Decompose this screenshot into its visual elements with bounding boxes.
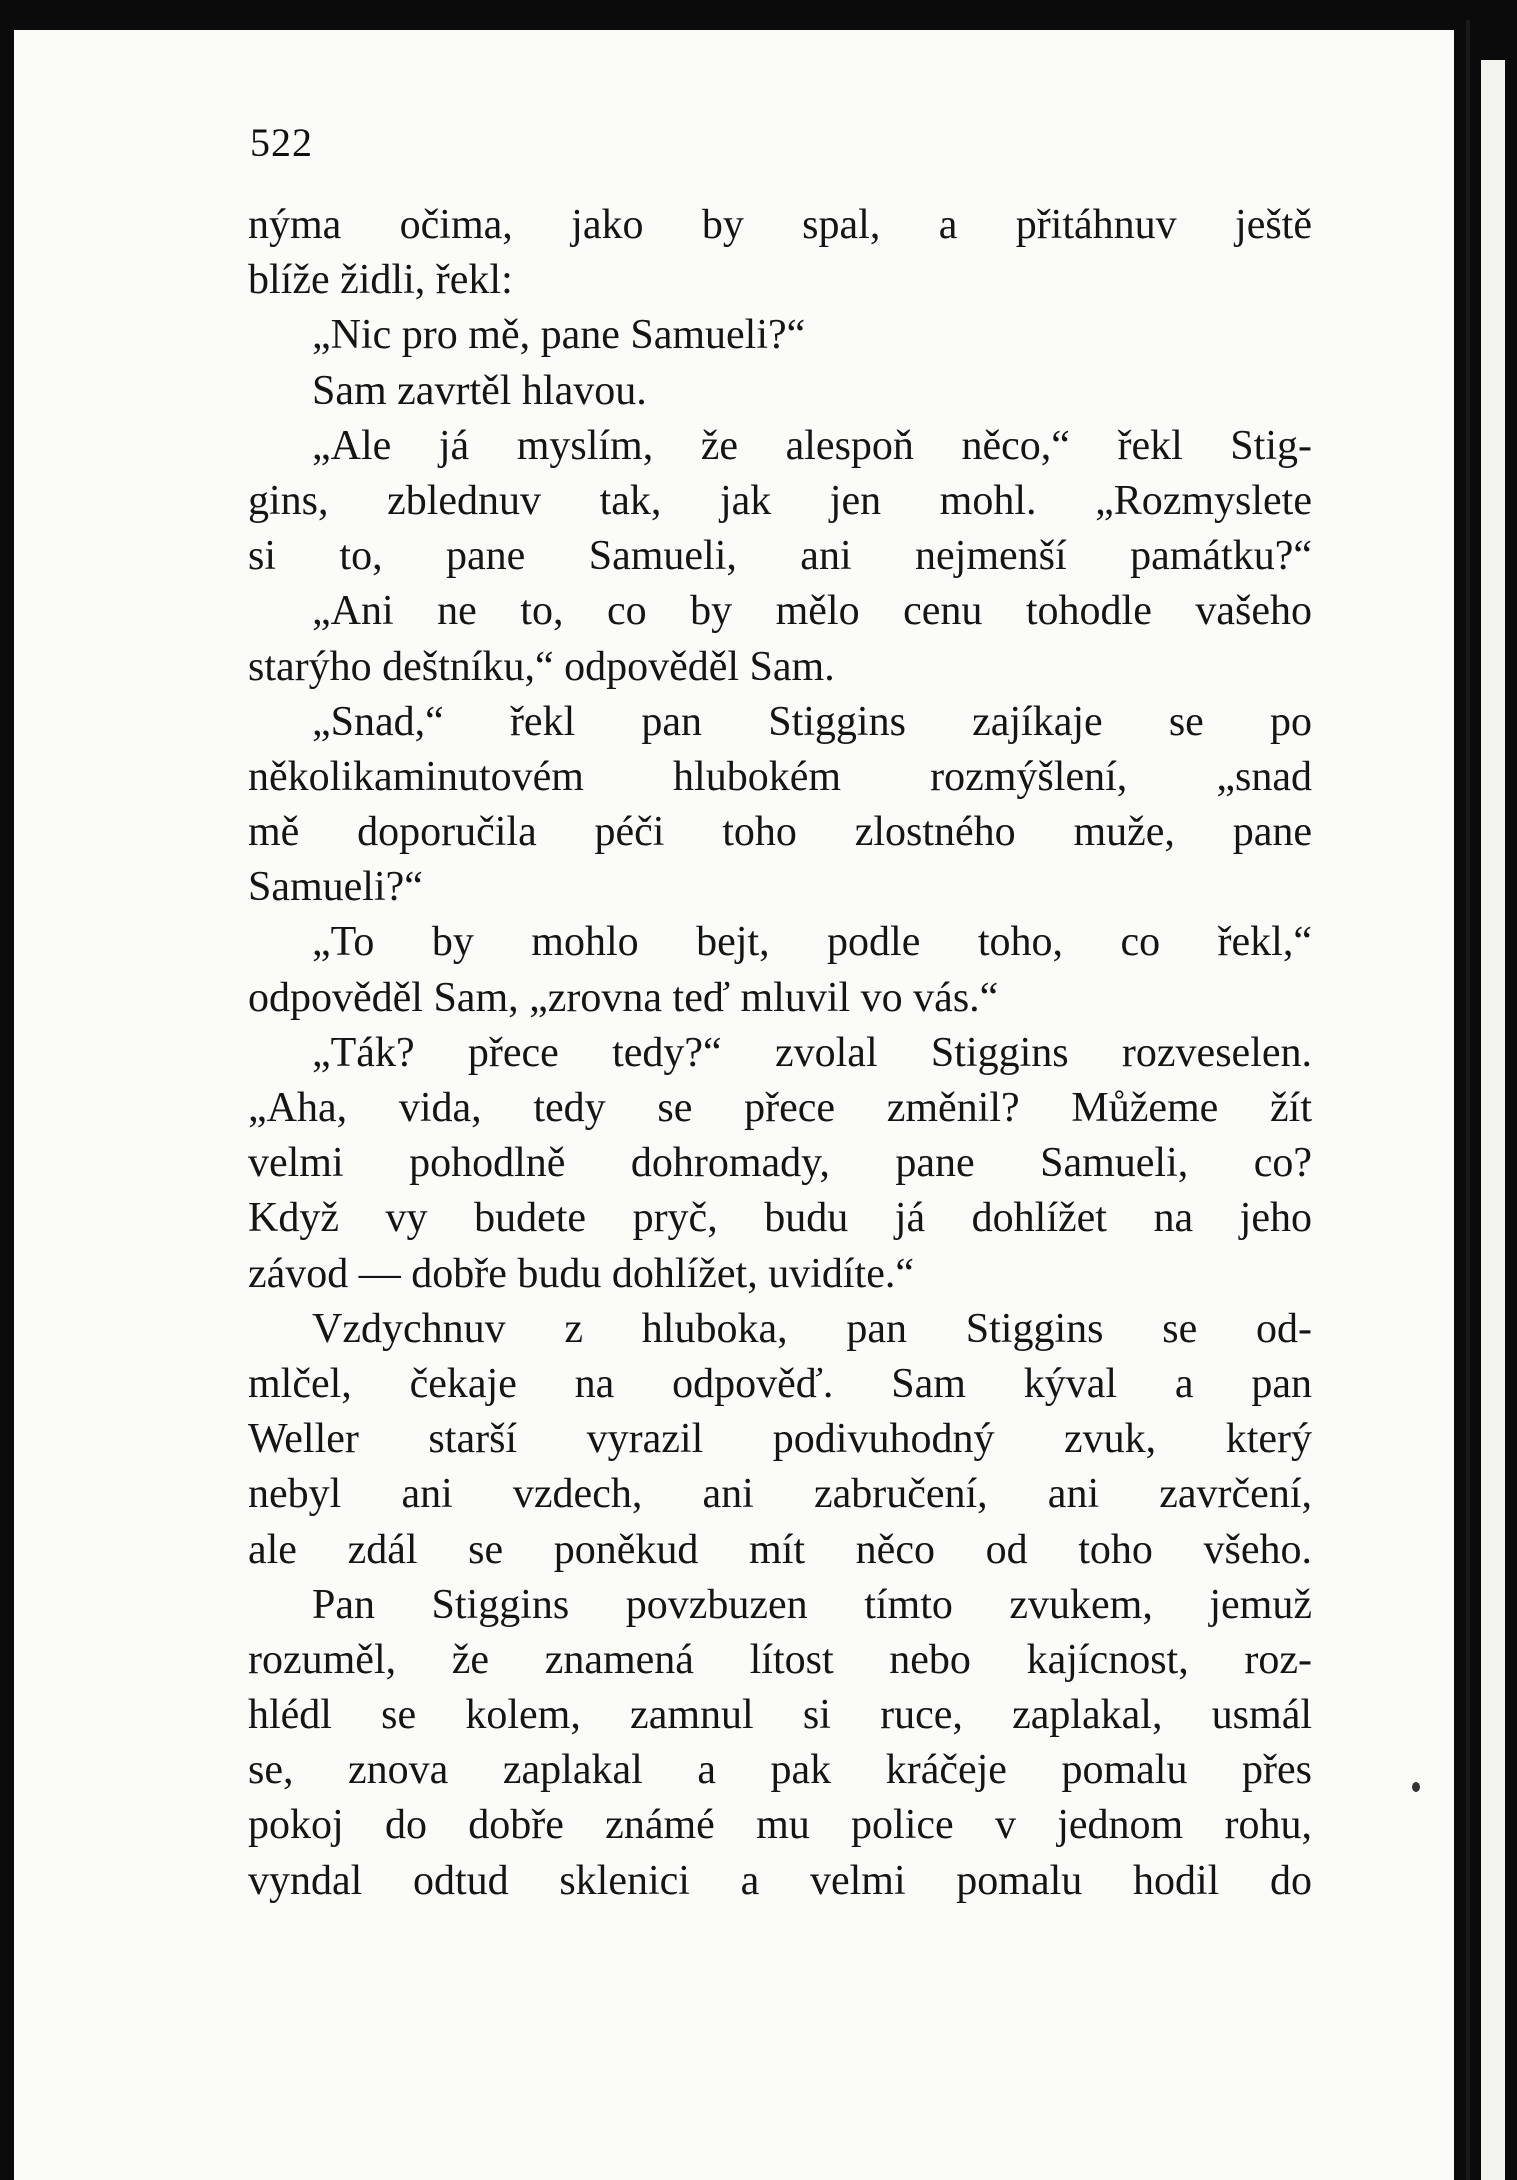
text-line: vyndal odtud sklenici a velmi pomalu hodil do xyxy=(248,1857,1312,1904)
text-line: mlčel, čekaje na odpověď. Sam kýval a pan xyxy=(248,1360,1312,1407)
text-line: hlédl se kolem, zamnul si ruce, zaplakal, usmál xyxy=(248,1692,1312,1739)
text-line: odpověděl Sam, „zrovna teď mluvil vo vás.“ xyxy=(248,974,999,1021)
text-line: Když vy budete pryč, budu já dohlížet na jeho xyxy=(248,1195,1312,1242)
page-number: 522 xyxy=(250,120,313,165)
text-line: velmi pohodlně dohromady, pane Samueli, co? xyxy=(248,1140,1312,1187)
body-text xyxy=(248,198,1312,1909)
adjacent-page-edge xyxy=(1481,60,1505,2180)
text-line: Weller starší vyrazil podivuhodný zvuk, který xyxy=(248,1416,1312,1463)
text-line: „Snad,“ řekl pan Stiggins zajíkaje se po xyxy=(312,698,1312,745)
text-line: rozuměl, že znamená lítost nebo kajícnost, roz- xyxy=(248,1636,1312,1683)
text-line: Sam zavrtěl hlavou. xyxy=(312,367,647,414)
text-line: Samueli?“ xyxy=(248,864,423,911)
text-line: nýma očima, jako by spal, a přitáhnuv ještě xyxy=(248,202,1312,248)
text-line: „To by mohlo bejt, podle toho, co řekl,“ xyxy=(312,919,1312,966)
text-line: starýho deštníku,“ odpověděl Sam. xyxy=(248,643,835,690)
text-line: několikaminutovém hlubokém rozmýšlení, „snad xyxy=(248,753,1312,800)
text-line: nebyl ani vzdech, ani zabručení, ani zavrčení, xyxy=(248,1471,1312,1518)
print-speck xyxy=(1412,1782,1420,1792)
text-line: mě doporučila péči toho zlostného muže, pane xyxy=(248,809,1312,856)
text-line: ale zdál se poněkud mít něco od toho všeho. xyxy=(248,1526,1312,1573)
text-line: „Ani ne to, co by mělo cenu tohodle vašeho xyxy=(312,588,1312,635)
text-line: Vzdychnuv z hluboka, pan Stiggins se od- xyxy=(312,1305,1312,1352)
text-line: závod — dobře budu dohlížet, uvidíte.“ xyxy=(248,1250,914,1297)
text-line: si to, pane Samueli, ani nejmenší památku?“ xyxy=(248,533,1312,580)
text-line: pokoj do dobře známé mu police v jednom rohu, xyxy=(248,1802,1312,1849)
text-line: se, znova zaplakal a pak kráčeje pomalu přes xyxy=(248,1747,1312,1794)
text-line: „Nic pro mě, pane Samueli?“ xyxy=(312,312,806,359)
text-line: „Aha, vida, tedy se přece změnil? Můžeme žít xyxy=(248,1085,1312,1131)
text-line: gins, zblednuv tak, jak jen mohl. „Rozmyslete xyxy=(248,477,1312,524)
text-line: „Ale já myslím, že alespoň něco,“ řekl Stig- xyxy=(312,422,1312,469)
text-line: blíže židli, řekl: xyxy=(248,257,513,304)
text-line: „Ták? přece tedy?“ zvolal Stiggins rozveselen. xyxy=(312,1029,1312,1076)
page-fold-shadow xyxy=(1466,20,1470,2180)
text-line: Pan Stiggins povzbuzen tímto zvukem, jemuž xyxy=(312,1581,1312,1628)
